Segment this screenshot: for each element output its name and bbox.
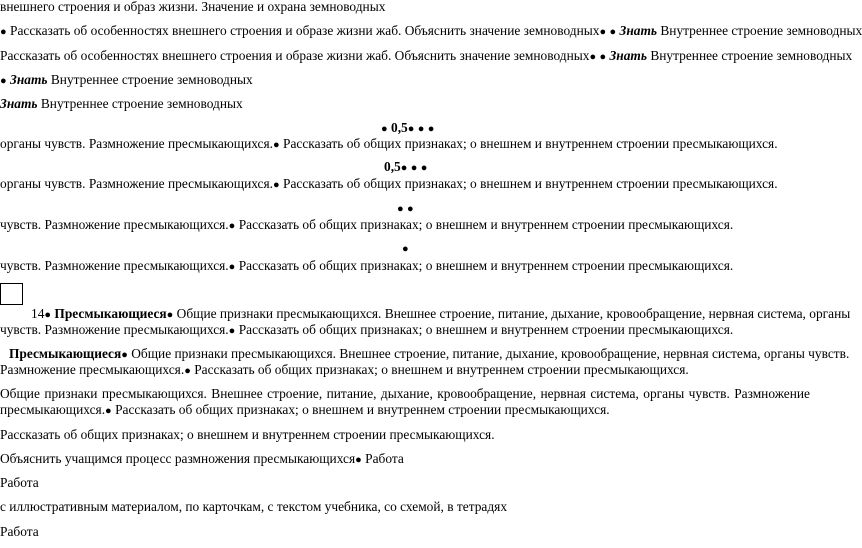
- score-line: [384, 159, 427, 176]
- bold-label: Знать: [0, 96, 38, 111]
- bullet-icon: ●: [184, 365, 191, 377]
- text-paragraph: [0, 386, 810, 419]
- text-line: [0, 136, 778, 153]
- bullet-icon: ●: [228, 325, 236, 337]
- line-text: внешнего строения и образ жизни. Значение и охрана земноводных: [0, 0, 386, 14]
- text-line: [31, 306, 850, 323]
- bullet-icon: ●: [0, 75, 7, 87]
- line-text: Внутреннее строение земноводных: [40, 96, 243, 111]
- text-line: [0, 362, 689, 379]
- line-text: Работа: [0, 475, 39, 490]
- section-title: Пресмыкающиеся: [54, 306, 167, 321]
- bold-label: Знать: [619, 23, 657, 38]
- line-text: Рассказать об общих признаках; о внешнем и внутреннем строении пресмыкающихся.: [238, 322, 734, 337]
- text-line: [0, 0, 385, 15]
- text-line: [0, 475, 39, 491]
- bullet-icon: ●: [417, 123, 425, 135]
- text-line: [0, 524, 39, 540]
- table-cell-box: [0, 283, 23, 305]
- bullet-icon: ●: [407, 123, 415, 135]
- text-line: [9, 346, 849, 363]
- bullet-icon: ●: [273, 179, 280, 191]
- bullet-icon: ●: [589, 51, 597, 63]
- line-text: Рассказать об особенностях внешнего строения и образе жизни жаб. Объяснить значение земноводных: [10, 23, 600, 38]
- text-line: [0, 427, 495, 443]
- bullet-icon: ●: [166, 309, 174, 321]
- line-text: Внутреннее строение земноводных: [660, 23, 862, 38]
- line-text: Рассказать об общих признаках; о внешнем и внутреннем строении пресмыкающихся.: [283, 136, 778, 151]
- text-line: [0, 23, 862, 40]
- text-line: [0, 176, 778, 193]
- bullet-icon: ●: [381, 123, 388, 135]
- text-line: [0, 499, 507, 515]
- bullet-icon: ●: [420, 162, 428, 174]
- line-text: Рассказать об общих признаках; о внешнем и внутреннем строении пресмыкающихся.: [238, 258, 734, 273]
- line-text: Рассказать об особенностях внешнего строения и образе жизни жаб. Объяснить значение земноводных: [0, 48, 590, 63]
- line-text: органы чувств. Размножение пресмыкающихся.: [0, 136, 273, 151]
- line-text: чувств. Размножение пресмыкающихся.: [0, 258, 229, 273]
- bullet-icon: ●: [397, 203, 404, 215]
- bold-label: Знать: [10, 72, 48, 87]
- line-text: Объяснить учащимся процесс размножения пресмыкающихся: [0, 451, 356, 466]
- bullet-icon: ●: [410, 162, 418, 174]
- bullet-icon: ●: [400, 162, 408, 174]
- score-value: 0,5: [391, 120, 408, 135]
- bullet-icon: ●: [599, 26, 607, 38]
- bullet-icon: ●: [609, 26, 617, 38]
- line-text: Внутреннее строение земноводных: [650, 48, 853, 63]
- line-text: органы чувств. Размножение пресмыкающихся.: [0, 176, 273, 191]
- bullet-icon: ●: [599, 51, 607, 63]
- text-line: [0, 72, 253, 89]
- line-text: Работа: [0, 524, 39, 539]
- line-text: Рассказать об общих признаках; о внешнем и внутреннем строении пресмыкающихся.: [115, 402, 610, 417]
- line-text: чувств. Размножение пресмыкающихся.: [0, 322, 229, 337]
- line-text: Работа: [365, 451, 404, 466]
- bullet-icon: ●: [228, 261, 236, 273]
- bullet-icon: ●: [105, 405, 112, 417]
- line-text: чувств. Размножение пресмыкающихся.: [0, 217, 229, 232]
- text-line: [0, 96, 243, 112]
- bullet-icon: ●: [407, 203, 414, 215]
- line-text: Общие признаки пресмыкающихся. Внешнее строение, питание, дыхание, кровообращение, нервная система, органы чувств.: [131, 346, 850, 361]
- line-text: Общие признаки пресмыкающихся. Внешнее строение, питание, дыхание, кровообращение, нервная система, органы чувств. Размножение: [0, 386, 810, 401]
- bullet-icon: ●: [0, 26, 7, 38]
- line-text: Внутреннее строение земноводных: [50, 72, 253, 87]
- text-line: [0, 258, 733, 275]
- line-text: Рассказать об общих признаках; о внешнем и внутреннем строении пресмыкающихся.: [283, 176, 778, 191]
- line-text: Рассказать об общих признаках; о внешнем и внутреннем строении пресмыкающихся.: [238, 217, 734, 232]
- bullet-icon: ●: [427, 123, 435, 135]
- text-line: [0, 217, 733, 234]
- line-text: Размножение пресмыкающихся.: [0, 362, 185, 377]
- score-value: 0,5: [384, 159, 401, 174]
- bold-label: Знать: [609, 48, 647, 63]
- score-line: [381, 120, 434, 137]
- line-text: Рассказать об общих признаках; о внешнем и внутреннем строении пресмыкающихся.: [0, 427, 495, 442]
- bullet-line: [397, 200, 414, 217]
- text-line: [0, 322, 733, 339]
- text-line: [0, 451, 404, 468]
- line-text: с иллюстративным материалом, по карточкам, с текстом учебника, со схемой, в тетрадях: [0, 499, 508, 514]
- section-title: Пресмыкающиеся: [9, 346, 122, 361]
- bullet-icon: ●: [228, 220, 236, 232]
- line-text: Общие признаки пресмыкающихся. Внешнее строение, питание, дыхание, кровообращение, нервная система, органы: [176, 306, 851, 321]
- bullet-icon: ●: [355, 454, 362, 466]
- line-text: пресмыкающихся.: [0, 402, 106, 417]
- row-number: 14: [31, 306, 45, 321]
- bullet-icon: ●: [273, 139, 280, 151]
- bullet-line: [402, 240, 409, 257]
- text-line: [0, 48, 852, 65]
- line-text: Рассказать об общих признаках; о внешнем и внутреннем строении пресмыкающихся.: [194, 362, 689, 377]
- bullet-icon: ●: [44, 309, 52, 321]
- bullet-icon: ●: [121, 349, 128, 361]
- bullet-icon: ●: [402, 243, 409, 255]
